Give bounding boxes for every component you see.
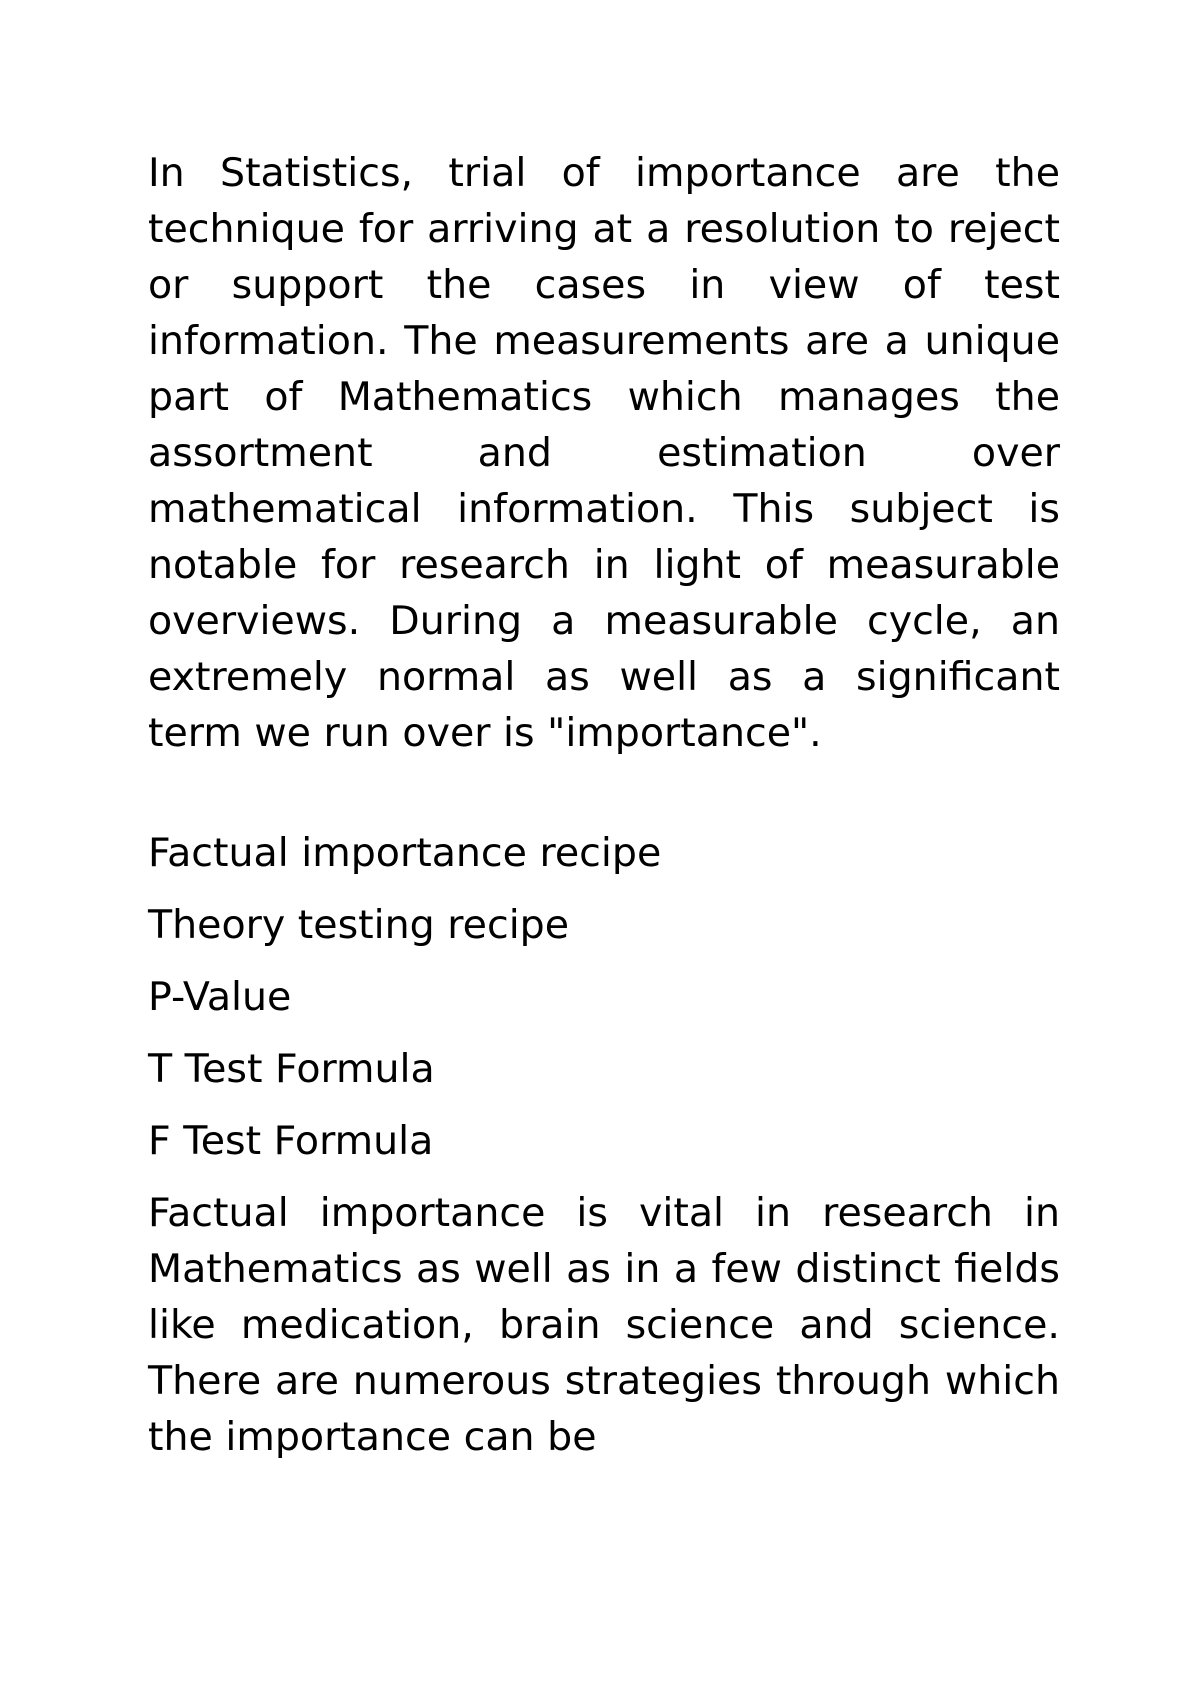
topic-list: [148, 825, 1060, 1169]
body-paragraph: Factual importance is vital in research in Mathematics as well as in a few distinct fields like medication, brain science and science. There are numerous strategies through which the importance can be: [148, 1190, 1060, 1460]
topic-item-p-value: P-Value: [148, 974, 292, 1020]
topic-item-f-test-formula: F Test Formula: [148, 1118, 434, 1164]
topic-item-t-test-formula: T Test Formula: [148, 1046, 435, 1092]
document-content: [148, 145, 1060, 1465]
topic-item-theory-testing-recipe: Theory testing recipe: [148, 902, 570, 948]
topic-item-importance-recipe: Factual importance recipe: [148, 830, 662, 876]
intro-paragraph: In Statistics, trial of importance are the technique for arriving at a resolution to reject or support the cases in view of test information. The measurements are a unique part of Mathematics which manages the assortment and estimation over mathematical information. This subject is notable for research in light of measurable overviews. During a measurable cycle, an extremely normal as well as a significant term we run over is "importance".: [148, 150, 1060, 756]
